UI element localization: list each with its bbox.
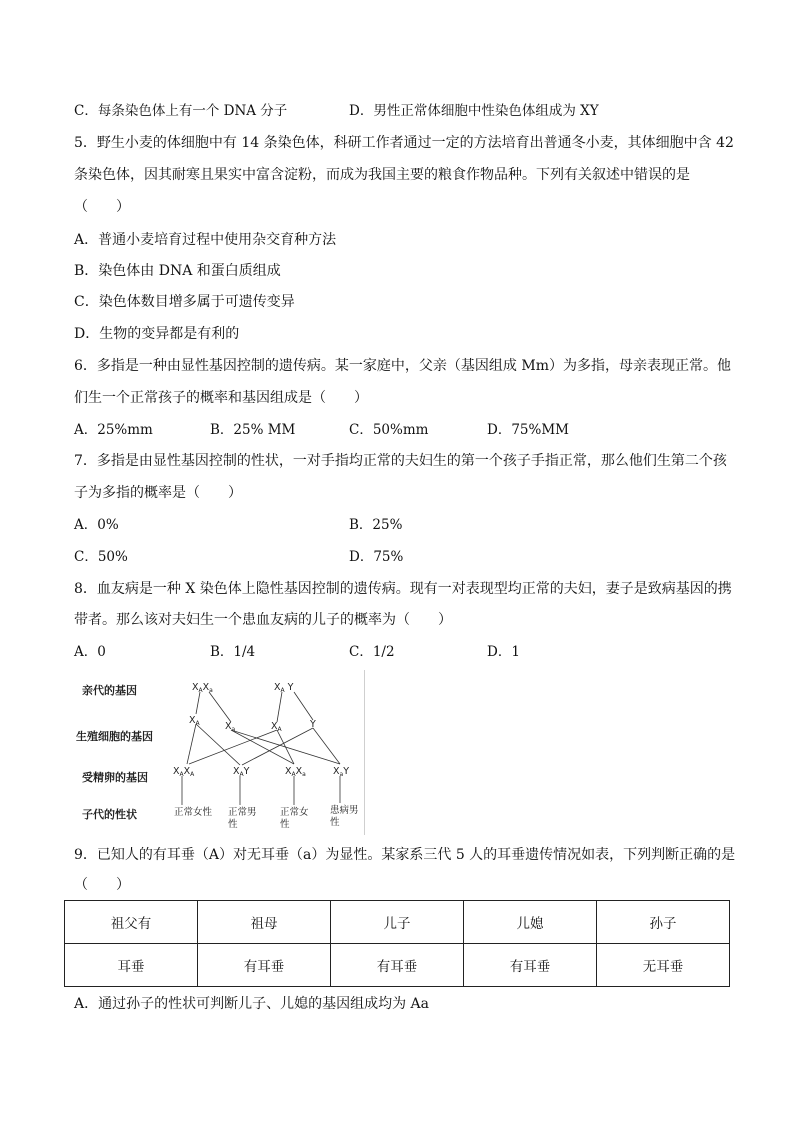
trait-affected-male-line1: 患病男 <box>330 805 359 816</box>
trait-normal-female-2-line2: 性 <box>280 819 290 830</box>
earlobe-table <box>64 900 730 987</box>
q5-option-b: B．染色体由 DNA 和蛋白质组成 <box>74 263 281 279</box>
table-header-cell: 祖母 <box>198 901 331 944</box>
table-header-row <box>65 901 730 944</box>
zygote-XAY <box>233 766 250 778</box>
q5-stem-line2: 条染色体，因其耐寒且果实中富含淀粉，而成为我国主要的粮食作物品种。下列有关叙述中错误的是 <box>74 167 690 183</box>
inheritance-diagram <box>72 670 368 835</box>
q8-option-c: C．1/2 <box>349 644 395 660</box>
table-cell: 耳垂 <box>65 944 198 987</box>
svg-text:XaY: $X_aY$ <box>333 766 350 778</box>
table-cell: 有耳垂 <box>198 944 331 987</box>
table-cell: 有耳垂 <box>464 944 597 987</box>
q5-option-a: A．普通小麦培育过程中使用杂交育种方法 <box>74 232 337 248</box>
row-label-zygote: 受精卵的基因 <box>82 771 148 784</box>
row-label-offspring: 子代的性状 <box>82 808 137 821</box>
table-header-cell: 儿子 <box>331 901 464 944</box>
inheritance-diagram-svg <box>72 670 364 835</box>
gamete-XA-father <box>271 721 283 733</box>
svg-text:XAXa: $X_AX_a$ <box>285 766 306 778</box>
svg-text:XA: $X_A$ <box>189 715 200 727</box>
q6-option-c: C．50%mm <box>349 422 429 438</box>
trait-normal-male-line1: 正常男 <box>228 807 257 818</box>
q9-answer-blank: （ ） <box>74 877 130 893</box>
svg-text:XAY: $X_A$ Y <box>274 682 294 694</box>
table-cell: 有耳垂 <box>331 944 464 987</box>
table-header-cell: 儿媳 <box>464 901 597 944</box>
q7-option-a: A．0% <box>74 517 119 533</box>
table-header-cell: 祖父有 <box>65 901 198 944</box>
parent-father-genotype <box>274 682 294 694</box>
q8-stem-line2: 带者。那么该对夫妇生一个患血友病的儿子的概率为（ ） <box>74 612 452 628</box>
zygote-XAXA <box>173 766 195 778</box>
q6-stem-line2: 们生一个正常孩子的概率和基因组成是（ ） <box>74 390 368 406</box>
svg-text:XA: $X_A$ <box>271 721 282 733</box>
inheritance-lines <box>182 692 340 805</box>
q8-option-d: D．1 <box>487 644 520 660</box>
q5-stem-line1: 5．野生小麦的体细胞中有 14 条染色体，科研工作者通过一定的方法培育出普通冬小麦，其体细胞中含 42 <box>74 135 734 151</box>
gamete-XA-mother <box>189 715 201 727</box>
q5-option-c: C．染色体数目增多属于可遗传变异 <box>74 294 295 310</box>
row-label-gamete: 生殖细胞的基因 <box>76 730 153 743</box>
diagram-border <box>364 670 365 835</box>
svg-text:XAXA: $X_AX_A$ <box>173 766 195 778</box>
q9-option-a: A．通过孙子的性状可判断儿子、儿媳的基因组成均为 Aa <box>74 996 430 1012</box>
svg-text:Y: Y <box>310 719 316 730</box>
table-row <box>65 944 730 987</box>
zygote-XaY <box>333 766 349 778</box>
zygote-XAXa <box>285 766 306 778</box>
svg-text:XAY: $X_AY$ <box>233 766 250 778</box>
q7-option-d: D．75% <box>349 549 404 565</box>
q9-stem: 9．已知人的有耳垂（A）对无耳垂（a）为显性。某家系三代 5 人的耳垂遗传情况如表，下列判断正确的是 <box>74 847 736 863</box>
q5-answer-blank: （ ） <box>74 199 130 215</box>
svg-text:XAXa: $X_AX_a$ <box>192 682 213 694</box>
q8-stem-line1: 8．血友病是一种 X 染色体上隐性基因控制的遗传病。现有一对表现型均正常的夫妇，妻子是致病基因的携 <box>74 581 732 597</box>
trait-normal-male-line2: 性 <box>228 819 238 830</box>
table-header-cell: 孙子 <box>597 901 730 944</box>
trait-normal-female-1: 正常女性 <box>174 807 213 818</box>
q7-stem-line1: 7．多指是由显性基因控制的性状，一对手指均正常的夫妇生的第一个孩子手指正常，那么他们生第二个孩 <box>74 453 727 469</box>
trait-affected-male-line2: 性 <box>330 817 340 828</box>
q6-option-b: B．25% MM <box>210 422 296 438</box>
parent-mother-genotype <box>192 682 213 694</box>
q4-option-c: C．每条染色体上有一个 DNA 分子 <box>74 103 288 119</box>
q7-option-b: B．25% <box>349 517 403 533</box>
trait-normal-female-2-line1: 正常女 <box>280 807 309 818</box>
table-cell: 无耳垂 <box>597 944 730 987</box>
q8-option-b: B．1/4 <box>210 644 256 660</box>
q5-option-d: D．生物的变异都是有利的 <box>74 326 240 342</box>
q6-stem-line1: 6．多指是一种由显性基因控制的遗传病。某一家庭中，父亲（基因组成 Mm）为多指，母亲表现正常。他 <box>74 358 731 374</box>
gamete-Xa-mother <box>225 721 236 733</box>
row-label-parent: 亲代的基因 <box>82 684 137 697</box>
q8-option-a: A．0 <box>74 644 106 660</box>
q6-option-a: A．25%mm <box>74 422 153 438</box>
svg-text:Xa: $X_a$ <box>225 721 236 733</box>
q7-option-c: C．50% <box>74 549 128 565</box>
q4-option-d: D．男性正常体细胞中性染色体组成为 XY <box>349 103 599 119</box>
q7-stem-line2: 子为多指的概率是（ ） <box>74 485 242 501</box>
q6-option-d: D．75%MM <box>487 422 569 438</box>
gamete-Y-father <box>309 719 316 730</box>
